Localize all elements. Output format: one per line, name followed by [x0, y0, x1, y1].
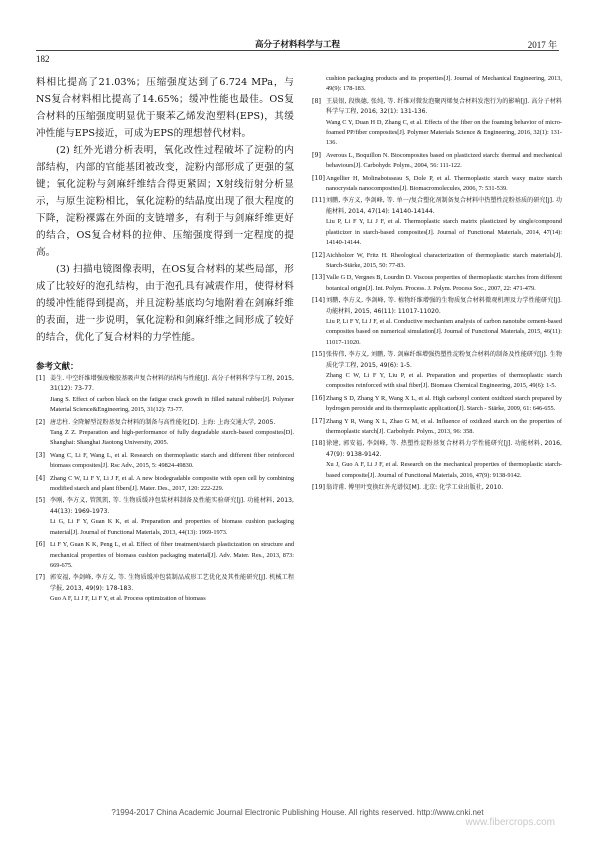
reference-number: [5] [36, 497, 45, 505]
reference-spacer [36, 605, 294, 607]
reference-text-english: Angellier H, Molinaboisseau S, Dole P, et al. Thermoplastic starch waxy maize starch nanocrystals nanocomposites[J]. Biomacromolecules, 2006, 7: 531-539. [326, 174, 562, 193]
references-list-right [312, 74, 562, 495]
reference-number: [17] [312, 417, 325, 425]
reference-text-english: Zhang C W, Li F Y, Li J F, et al. A new biodegradable composite with open cell by combining modified starch and plant fibers[J]. Mater. Des., 2017, 120: 222-229. [50, 474, 294, 493]
reference-entry [36, 496, 294, 540]
reference-text-chinese: 刘鹏, 李方义, 李剑峰, 等. 植物纤维增强的生物质复合材料微观机理及力学性能研究[J]. 功能材料, 2015, 46(11): 11017-11020. [326, 297, 562, 315]
references-list-left [36, 374, 294, 607]
reference-entry [312, 251, 562, 274]
reference-text-chinese: 王晨银, 段焕德, 张纯, 等. 纤维对微发泡聚丙烯复合材料发泡行为的影响[J]. 高分子材料科学与工程, 2016, 32(1): 131-136. [326, 97, 562, 116]
reference-number: [8] [312, 97, 321, 105]
reference-entry [312, 174, 562, 197]
reference-indent [36, 428, 50, 449]
reference-entry [36, 573, 294, 606]
reference-indent [36, 594, 50, 604]
reference-number [312, 74, 326, 95]
reference-entry [312, 394, 562, 417]
conclusion-text [36, 74, 294, 346]
journal-name: 高分子材料科学与工程 [254, 40, 340, 50]
reference-number: [18] [312, 440, 325, 448]
reference-indent [312, 460, 326, 481]
reference-text-english: Zhang S D, Zhang Y R, Wang X L, et al. High carbonyl content oxidized starch prepared by hydrogen peroxide and its thermoplastic application[J]. Starch - Stärke, 2009, 61: 646-655. [326, 394, 562, 413]
reference-entry [312, 296, 562, 350]
reference-entry [312, 151, 562, 174]
reference-number: [11] [312, 197, 325, 205]
reference-entry [312, 439, 562, 483]
reference-entry [312, 350, 562, 394]
reference-entry [36, 474, 294, 497]
reference-entry [36, 374, 294, 418]
reference-number: [10] [312, 174, 325, 182]
reference-number: [4] [36, 474, 45, 482]
reference-number: [3] [36, 451, 45, 459]
reference-entry [312, 196, 562, 250]
reference-number: [6] [36, 541, 45, 549]
left-column [36, 74, 294, 607]
paragraph-3: (3) 扫描电镜图像表明，在OS复合材料的某些局部，形成了比较好的泡孔结构，由于泡孔具有减震作用，使得材料的缓冲性能得到提高，并且淀粉基底均匀地附着在剑麻纤维的表面，进一步说明，氧化淀粉和剑麻纤维之间形成了较好的结合，优化了复合材料的力学性能。 [36, 264, 294, 343]
reference-text-english: Xu J, Guo A F, Li J F, et al. Research on the mechanical properties of thermoplastic starch-based composite[J]. Journal of Functional Materials, 2016, 47(9): 9138-9142. [326, 461, 562, 479]
reference-entry [312, 74, 562, 97]
reference-entry [312, 483, 562, 495]
paragraph-2: (2) 红外光谱分析表明，氧化改性过程破坏了淀粉的内部结构，内部的官能基团被改变，淀粉内部形成了更强的氢键；氧化淀粉与剑麻纤维结合得更紧固；X射线衍射分析显示，与原生淀粉相比，氧化淀粉的结晶度出现了很大程度的下降，淀粉裸露在外面的支链增多，有利于与剑麻纤维更好的结合，OS复合材料的拉伸、压缩强度得到一定程度的提高。 [36, 145, 294, 258]
reference-entry [312, 273, 562, 296]
journal-year: 2017 年 [527, 40, 557, 50]
reference-text-english: Guo A F, Li J F, Li F Y, et al. Process optimization of biomass [50, 595, 206, 603]
reference-text-chinese: 郭安福, 李剑峰, 李方义, 等. 生物质缓冲包装制品成形工艺优化及其性能研究[J]. 机械工程学报, 2013, 49(9): 178-183. [50, 574, 294, 592]
reference-text-chinese: 姜生. 中空纤维增强废橡胶基吸声复合材料的结构与性能[J]. 高分子材料科学与工程, 2015, 31(12): 73-77. [50, 375, 294, 393]
reference-indent [312, 317, 326, 348]
reference-entry [312, 417, 562, 440]
copyright-footer: ?1994-2017 China Academic Journal Electronic Publishing House. All rights reserved. http://www.cnki.net [111, 808, 484, 817]
reference-text-english: Wang C, Li F, Wang L, et al. Research on thermoplastic starch and different fiber reinforced biomass composites[J]. Rsc Adv., 2015, 5: 49824-49830. [50, 451, 294, 470]
reference-text-chinese: 徐建, 郭安福, 李剑峰, 等. 热塑性淀粉基复合材料力学性能研究[J]. 功能材料, 2016, 47(9): 9138-9142. [326, 440, 562, 458]
reference-text-english: Zhang C W, Li F Y, Liu P, et al. Preparation and properties of thermoplastic starch composites reinforced with sisal fiber[J]. Biomass Chemical Engineering, 2015, 49(6): 1-5. [326, 371, 562, 390]
reference-text-chinese: 张传伟, 李方义, 刘鹏, 等. 剑麻纤维增强热塑性淀粉复合材料的制备及性能研究[J]. 生物质化学工程, 2015, 49(6): 1-5. [326, 351, 562, 369]
reference-entry [36, 540, 294, 573]
reference-text-english: Aichholzer W, Fritz H. Rheological characterization of thermoplastic starch materials[J]. Starch-Stärke, 2015, 50: 77-83. [326, 251, 562, 269]
reference-number: [1] [36, 375, 45, 382]
reference-text-chinese: 翁诗甫. 傅里叶变换红外光谱仪[M]. 北京: 化学工业出版社, 2010. [326, 484, 504, 492]
reference-indent [312, 118, 326, 149]
reference-number: [16] [312, 394, 325, 402]
reference-spacer [312, 493, 562, 495]
reference-text-english: Liu P, Li F Y, Li J F, et al. Conductive mechanism analysis of carbon nanotube cement-based composites based on numerical simulation[J]. Journal of Functional Materials, 2015, 46(11): 11017-11020. [326, 317, 562, 346]
reference-number: [19] [312, 484, 325, 492]
reference-text-english: cushion packaging products and its properties[J]. Journal of Mechanical Engineering, 2013, 49(9): 178-183. [326, 75, 562, 93]
reference-text-english: Liu P, Li F Y, Li J F, et al. Thermoplastic starch matrix plasticized by single/compound plasticizer in starch-based composites[J]. Journal of Functional Materials, 2014, 47(14): 14140-14144. [326, 218, 562, 247]
reference-indent [36, 395, 50, 416]
reference-indent [312, 371, 326, 392]
reference-number: [12] [312, 251, 325, 259]
reference-number: [7] [36, 574, 45, 582]
reference-indent [36, 517, 50, 538]
header-divider [36, 50, 559, 51]
reference-number: [9] [312, 151, 321, 159]
reference-number: [15] [312, 351, 325, 359]
reference-text-english: Li G, Li F Y, Guan K K, et al. Preparation and properties of biomass cushion packaging material[J]. Journal of Functional Materials, 2013, 44(13): 1969-1973. [50, 518, 294, 536]
reference-text-english: Tang Z Z. Preparation and high-performance of fully degradable starch-based composites[D]. Shanghai: Shanghai Jiaotong University, 2005. [50, 429, 294, 447]
reference-number: [2] [36, 418, 45, 426]
reference-text-english: Li F Y, Guan K K, Peng L, et al. Effect of fiber treatment/starch plasticization on structure and mechanical properties of biomass cushion packaging material[J]. Adv. Mater. Res., 2013, 873: 669-675. [50, 541, 294, 569]
reference-text-english: Wang C Y, Duan H D, Zhang C, et al. Effects of the fiber on the foaming behavior of micro-foamed PP/fiber composites[J]. Polymer Materials Science & Engineering, 2016, 32(1): 131-136. [326, 118, 562, 147]
reference-text-english: Valle G D, Vergnes B, Lourdin D. Viscous properties of thermoplastic starches from different botanical origin[J]. Int. Polym. Process. J. Polym. Process Soc., 2007, 22: 471-479. [326, 274, 562, 292]
reference-indent [312, 217, 326, 248]
reference-entry [36, 418, 294, 451]
reference-entry [36, 451, 294, 474]
references-heading: 参考文献： [36, 362, 79, 372]
reference-text-chinese: 唐忠柱. 全降解型淀粉基复合材料的制备与高性能化[D]. 上海: 上海交通大学, 2005. [50, 418, 276, 426]
reference-number: [14] [312, 297, 325, 305]
reference-text-chinese: 刘鹏, 李方义, 李剑峰, 等. 单一/复合塑化剂制备复合材料中热塑性淀粉基质的研究[J]. 功能材料, 2014, 47(14): 14140-14144. [326, 197, 562, 215]
reference-text-english: Averous L, Boquillon N. Biocomposites based on plasticized starch: thermal and mechanical behaviours[J]. Carbohydr. Polym., 2004, 56: 111-122. [326, 151, 562, 170]
reference-number: [13] [312, 274, 325, 282]
reference-text-chinese: 李刚, 李方义, 管凯凯, 等. 生物质缓冲包装材料制备及性能实验研究[J]. 功能材料, 2013, 44(13): 1969-1973. [50, 497, 294, 515]
site-watermark: www.fibercrops.com [465, 817, 555, 828]
page-number: 182 [36, 54, 50, 64]
reference-entry [312, 97, 562, 151]
paragraph-1: 料相比提高了21.03%；压缩强度达到了6.724 MPa，与NS复合材料相比提高了14.65%；缓冲性能也最佳。OS复合材料的压缩强度明显优于聚苯乙烯发泡塑料(EPS)，其缓冲性能与EPS接近，可成为EPS的理想替代材料。 [36, 77, 294, 139]
reference-text-english: Jiang S. Effect of carbon black on the fatigue crack growth in filled natural rubber[J]. Polymer Material Science&Engineering, 2015, 31(12): 73-77. [50, 395, 294, 414]
right-column [312, 74, 562, 495]
reference-text-english: Zhang Y R, Wang X L, Zhao G M, et al. Influence of oxidized starch on the properties of thermoplastic starch[J]. Carbohydr. Polym., 2013, 96: 358. [326, 417, 562, 435]
